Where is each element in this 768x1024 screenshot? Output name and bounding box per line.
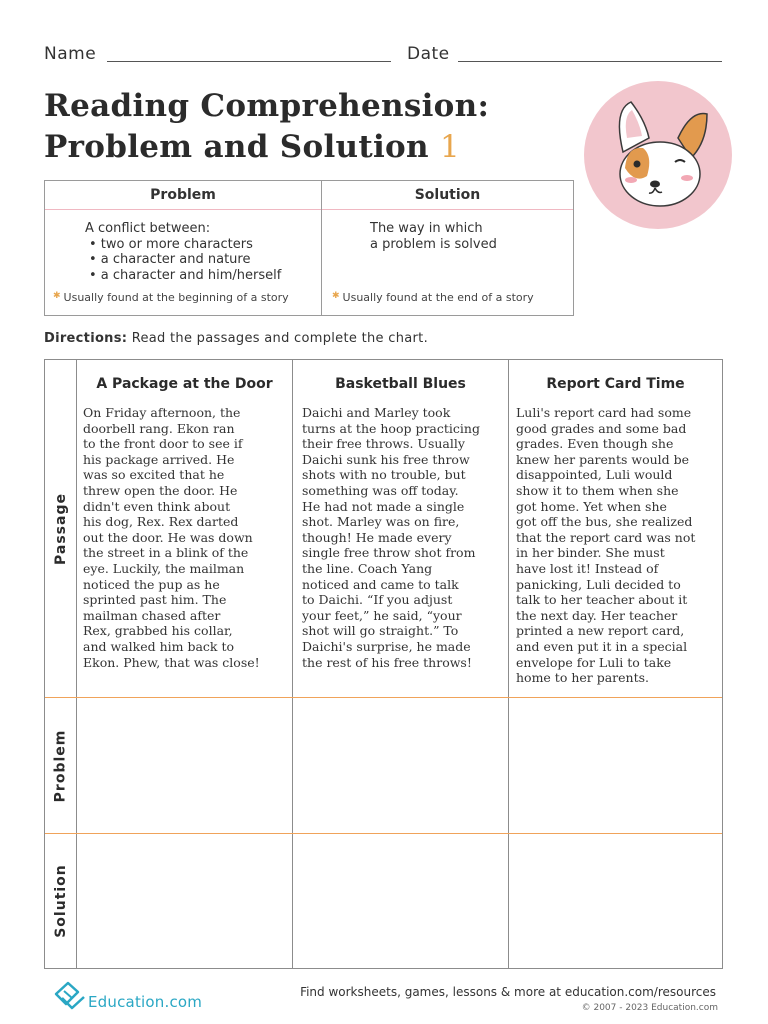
answer-cell-solution-1[interactable] — [77, 834, 292, 968]
worksheet-number: 1 — [439, 129, 460, 165]
row-label-passage: Passage — [52, 492, 69, 565]
answer-cell-problem-1[interactable] — [77, 698, 292, 833]
story-title: A Package at the Door — [96, 376, 273, 392]
answer-cell-solution-3[interactable] — [509, 834, 722, 968]
story-title: Basketball Blues — [335, 376, 466, 392]
page-title — [44, 86, 564, 168]
story-passage: On Friday afternoon, the doorbell rang. Ekon ran to the front door to see if his package arrived. He was so excited that he threw open the door. He didn't even think about his dog, Rex. Rex darted out the door. He was down the street in a blink of the eye. Luckily, the mailman noticed the pup as he sprinted past him. The mailman chased after Rex, grabbed his collar, and walked him back to Ekon. Phew, that was close! — [83, 405, 260, 670]
name-field-line[interactable] — [107, 61, 391, 62]
problem-definition — [45, 181, 322, 315]
date-field-line[interactable] — [458, 61, 722, 62]
name-label: Name — [44, 44, 97, 64]
star-icon: ✱ — [53, 291, 61, 301]
story-passage: Daichi and Marley took turns at the hoop practicing their free throws. Usually Daichi sunk his free throw shots with no trouble, but something was off today. He had not made a single shot. Marley was on fire, though! He made every single free throw shot from the line. Coach Yang noticed and came to talk to Daichi. “If you adjust your feet,” he said, “your shot will go straight.” To Daichi's surprise, he made the rest of his free throws! — [302, 405, 480, 670]
story-passage: Luli's report card had some good grades and some bad grades. Even though she knew her parents would be disappointed, Luli would show it to them when she got home. Yet when she got off the bus, she realized that the report card was not in her binder. She must have lost it! Instead of panicking, Luli decided to talk to her teacher about it the next day. Her teacher printed a new report card, and even put it in a special envelope for Luli to take home to her parents. — [516, 405, 696, 686]
solution-definition — [322, 181, 573, 315]
solution-description: The way in which a problem is solved — [370, 221, 497, 252]
date-label: Date — [407, 44, 450, 64]
puppy-illustration-icon — [583, 80, 733, 230]
directions: Directions: Read the passages and complete the chart. — [44, 331, 429, 346]
footer-copyright: © 2007 - 2023 Education.com — [581, 1003, 718, 1013]
problem-heading: Problem — [45, 181, 321, 210]
passage-chart — [44, 359, 723, 969]
solution-heading: Solution — [322, 181, 573, 210]
row-label-solution: Solution — [52, 864, 69, 938]
answer-cell-problem-2[interactable] — [293, 698, 508, 833]
solution-note: ✱ Usually found at the end of a story — [332, 291, 534, 304]
star-icon: ✱ — [332, 291, 340, 301]
education-logo-icon — [52, 980, 86, 1012]
title-line-1: Reading Comprehension: — [44, 88, 490, 124]
definition-table — [44, 180, 574, 316]
education-logo-text[interactable]: Education.com — [88, 993, 203, 1011]
title-line-2: Problem and Solution 1 — [44, 129, 460, 165]
story-title: Report Card Time — [546, 376, 685, 392]
answer-cell-solution-2[interactable] — [293, 834, 508, 968]
footer-tagline: Find worksheets, games, lessons & more at education.com/resources — [300, 985, 716, 999]
answer-cell-problem-3[interactable] — [509, 698, 722, 833]
problem-description: A conflict between: • two or more characters • a character and nature • a character and him/herself — [85, 221, 282, 283]
row-label-problem: Problem — [52, 729, 69, 802]
problem-note: ✱ Usually found at the beginning of a story — [53, 291, 289, 304]
